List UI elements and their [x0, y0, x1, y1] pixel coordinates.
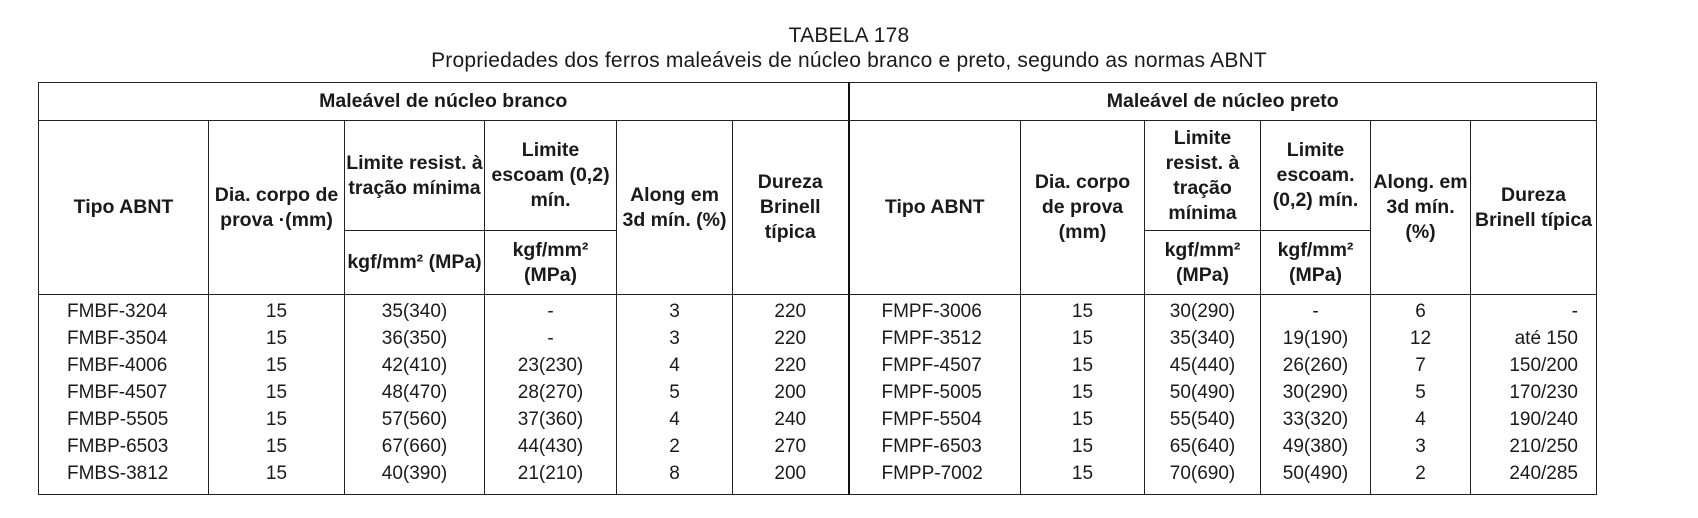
table-cell: 2 [1415, 463, 1426, 484]
table-cell: FMBF-4006 [67, 355, 168, 376]
table-cell: 33(320) [1282, 409, 1349, 430]
table-cell: 36(350) [381, 328, 448, 349]
header-escoam-branco: Limite escoam (0,2) mín. [485, 121, 617, 231]
table-cell: 30(290) [1282, 382, 1349, 403]
table-cell: 240 [774, 409, 807, 430]
header-escoam-preto: Limite escoam. (0,2) mín. [1261, 121, 1371, 231]
table-number: TABELA 178 [788, 24, 910, 47]
table-cell: 6 [1415, 301, 1426, 322]
table-cell: 4 [1415, 409, 1426, 430]
header-dureza-preto: Dureza Brinell típica [1471, 121, 1597, 295]
group-header-preto: Maleável de núcleo preto [849, 83, 1597, 121]
table-cell: FMBF-3204 [67, 301, 168, 322]
table-cell: 15 [1071, 301, 1094, 322]
table-caption: Propriedades dos ferros maleáveis de núcleo branco e preto, segundo as normas ABNT [431, 49, 1267, 72]
header-along-preto: Along. em 3d mín. (%) [1371, 121, 1471, 295]
table-cell: 23(230) [517, 355, 584, 376]
table-cell: FMBS-3812 [67, 463, 169, 484]
table-cell: FMPF-4507 [881, 355, 982, 376]
header-resist-preto: Limite resist. à tração mínima [1145, 121, 1261, 231]
table-cell: 15 [265, 301, 288, 322]
col-escoam-branco [485, 295, 617, 495]
table-cell: 50(490) [1169, 382, 1236, 403]
table-cell: FMPF-5504 [881, 409, 982, 430]
table-cell: 3 [669, 328, 680, 349]
table-cell: FMBP-6503 [67, 436, 169, 457]
table-cell: FMBF-3504 [67, 328, 168, 349]
table-cell: 15 [265, 355, 288, 376]
table-cell: 15 [265, 328, 288, 349]
header-resist-branco: Limite resist. à tração mínima [345, 121, 485, 231]
table-cell: 190/240 [1509, 409, 1578, 430]
table-cell: 270 [774, 436, 807, 457]
table-cell: 4 [669, 355, 680, 376]
table-cell: 15 [265, 436, 288, 457]
table-cell: FMBF-4507 [67, 382, 168, 403]
table-cell: - [547, 301, 554, 322]
table-cell: 37(360) [517, 409, 584, 430]
table-cell: - [547, 328, 554, 349]
table-cell: 44(430) [517, 436, 584, 457]
col-resist-preto [1145, 295, 1261, 495]
table-cell: 35(340) [381, 301, 448, 322]
table-cell: 2 [669, 436, 680, 457]
table-cell: 15 [1071, 382, 1094, 403]
header-along-branco: Along em 3d mín. (%) [617, 121, 733, 295]
table-cell: - [1312, 301, 1319, 322]
table-body-row [39, 295, 1597, 495]
table-cell: 15 [1071, 436, 1094, 457]
table-cell: 4 [669, 409, 680, 430]
table-cell: 5 [1415, 382, 1426, 403]
table-cell: 49(380) [1282, 436, 1349, 457]
header-dureza-branco: Dureza Brinell típica [733, 121, 849, 295]
table-cell: 65(640) [1169, 436, 1236, 457]
table-cell: 19(190) [1282, 328, 1349, 349]
table-cell: 35(340) [1169, 328, 1236, 349]
table-cell: 70(690) [1169, 463, 1236, 484]
table-cell: 3 [669, 301, 680, 322]
table-cell: 200 [774, 382, 807, 403]
table-cell: FMPF-3512 [881, 328, 982, 349]
table-cell: 15 [1071, 355, 1094, 376]
table-cell: 15 [265, 382, 288, 403]
table-cell: 3 [1415, 436, 1426, 457]
table-cell: 7 [1415, 355, 1426, 376]
table-cell: 28(270) [517, 382, 584, 403]
unit-resist-preto: kgf/mm² (MPa) [1145, 231, 1261, 295]
col-tipo-branco [39, 295, 209, 495]
group-header-branco: Maleável de núcleo branco [39, 83, 849, 121]
table-cell: FMPP-7002 [881, 463, 983, 484]
table-cell: 220 [774, 328, 807, 349]
table-cell: 240/285 [1509, 463, 1578, 484]
col-dia-branco [209, 295, 345, 495]
col-dureza-branco [733, 295, 849, 495]
table-cell: 150/200 [1509, 355, 1578, 376]
table-cell: FMBP-5505 [67, 409, 169, 430]
header-tipo-branco: Tipo ABNT [39, 121, 209, 295]
table-cell: 200 [774, 463, 807, 484]
table-cell: - [1571, 301, 1578, 322]
table-cell: 5 [669, 382, 680, 403]
table-cell: 12 [1409, 328, 1432, 349]
table-cell: 15 [265, 409, 288, 430]
header-dia-preto: Dia. corpo de prova (mm) [1021, 121, 1145, 295]
col-along-preto [1371, 295, 1471, 495]
table-cell: 48(470) [381, 382, 448, 403]
col-escoam-preto [1261, 295, 1371, 495]
header-tipo-preto: Tipo ABNT [849, 121, 1021, 295]
properties-table [38, 82, 1597, 495]
table-cell: 15 [1071, 463, 1094, 484]
table-cell: 210/250 [1509, 436, 1578, 457]
table-cell: FMPF-5005 [881, 382, 982, 403]
col-resist-branco [345, 295, 485, 495]
table-cell: 50(490) [1282, 463, 1349, 484]
col-dureza-preto [1471, 295, 1597, 495]
table-cell: 220 [774, 301, 807, 322]
table-cell: 15 [1071, 409, 1094, 430]
table-cell: 42(410) [381, 355, 448, 376]
table-cell: 45(440) [1169, 355, 1236, 376]
col-along-branco [617, 295, 733, 495]
table-cell: 220 [774, 355, 807, 376]
table-cell: 15 [265, 463, 288, 484]
table-cell: 55(540) [1169, 409, 1236, 430]
table-cell: 21(210) [517, 463, 584, 484]
table-cell: 30(290) [1169, 301, 1236, 322]
unit-escoam-branco: kgf/mm² (MPa) [485, 231, 617, 295]
table-cell: 67(660) [381, 436, 448, 457]
table-cell: 26(260) [1282, 355, 1349, 376]
col-tipo-preto [849, 295, 1021, 495]
table-cell: FMPF-3006 [881, 301, 982, 322]
table-cell: 8 [669, 463, 680, 484]
unit-escoam-preto: kgf/mm² (MPa) [1261, 231, 1371, 295]
table-cell: 57(560) [381, 409, 448, 430]
table-cell: 40(390) [381, 463, 448, 484]
table-cell: 170/230 [1509, 382, 1578, 403]
table-cell: FMPF-6503 [881, 436, 982, 457]
unit-resist-branco: kgf/mm² (MPa) [345, 231, 485, 295]
col-dia-preto [1021, 295, 1145, 495]
header-dia-branco: Dia. corpo de prova ·(mm) [209, 121, 345, 295]
table-cell: 15 [1071, 328, 1094, 349]
table-cell: até 150 [1514, 328, 1578, 349]
